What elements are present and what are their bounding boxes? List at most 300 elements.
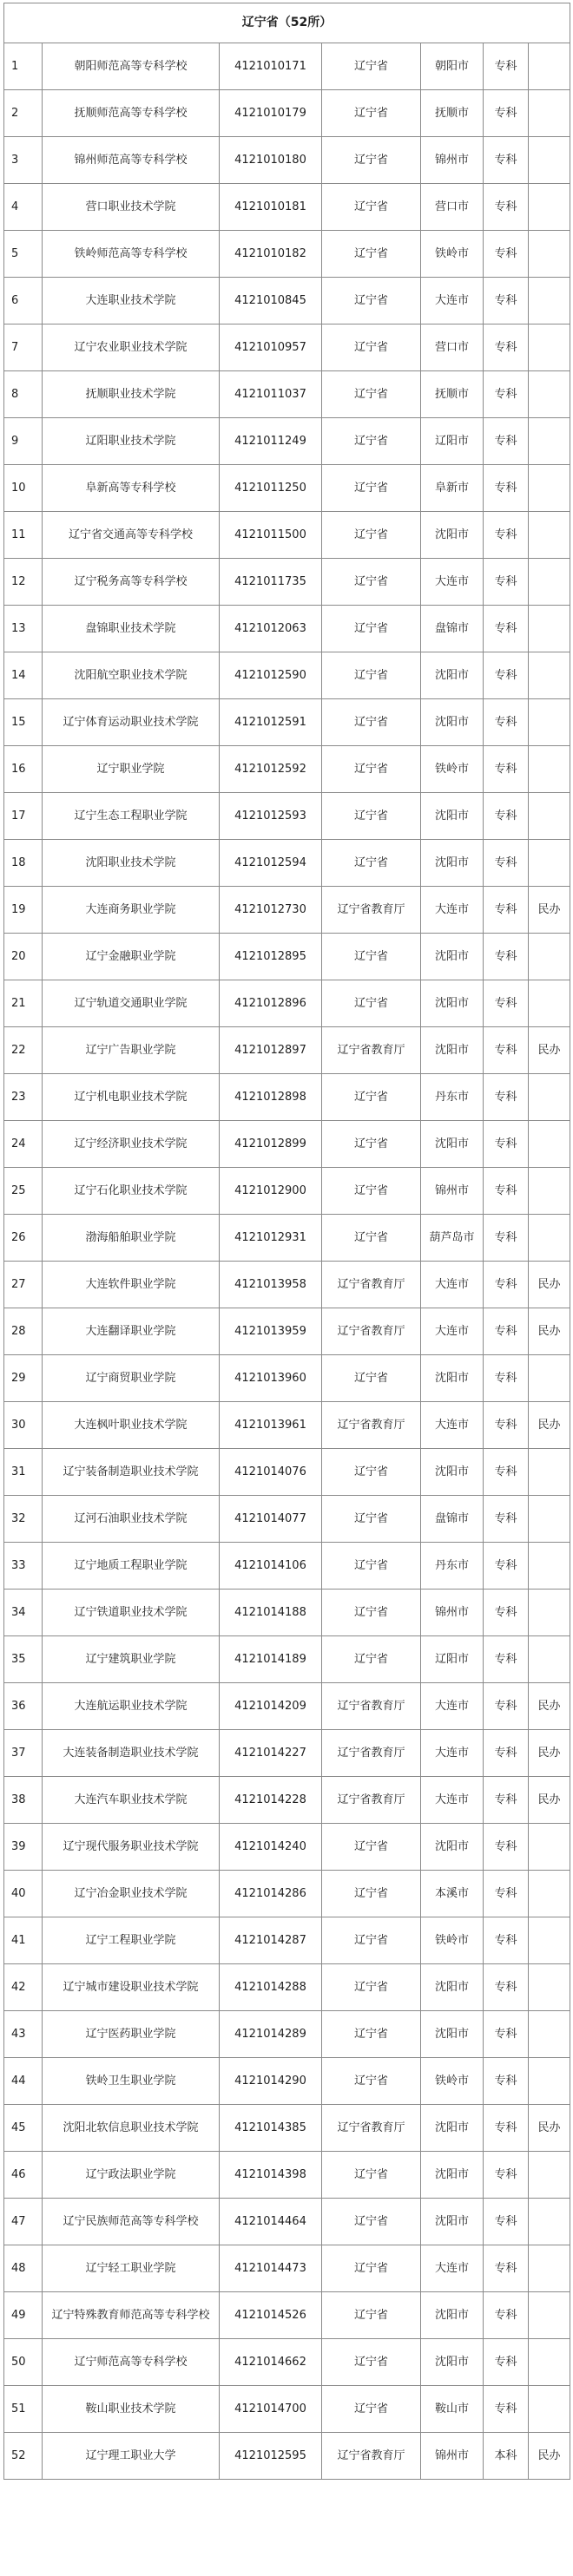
row-index-cell: 35 [4, 1636, 43, 1683]
level-cell: 专科 [484, 606, 529, 652]
level-cell: 专科 [484, 2386, 529, 2433]
table-row [4, 2058, 570, 2105]
table-row [4, 559, 570, 606]
row-index-cell: 51 [4, 2386, 43, 2433]
authority-cell: 辽宁省 [322, 934, 421, 980]
table-row [4, 465, 570, 512]
row-index-cell: 32 [4, 1496, 43, 1543]
level-cell: 专科 [484, 43, 529, 90]
school-code-cell: 4121012591 [220, 699, 322, 746]
school-code-cell: 4121014288 [220, 1964, 322, 2011]
city-cell: 大连市 [421, 887, 484, 934]
city-cell: 大连市 [421, 1730, 484, 1777]
school-code-cell: 4121014076 [220, 1449, 322, 1496]
level-cell: 专科 [484, 1730, 529, 1777]
level-cell: 专科 [484, 1262, 529, 1308]
school-name-cell: 辽宁石化职业技术学院 [43, 1168, 220, 1215]
authority-cell: 辽宁省教育厅 [322, 2105, 421, 2152]
row-index-cell: 29 [4, 1355, 43, 1402]
school-name-cell: 辽宁体育运动职业技术学院 [43, 699, 220, 746]
school-code-cell: 4121010180 [220, 137, 322, 184]
remark-cell: 民办 [529, 1402, 570, 1449]
row-index-cell: 11 [4, 512, 43, 559]
row-index-cell: 17 [4, 793, 43, 840]
row-index-cell: 31 [4, 1449, 43, 1496]
authority-cell: 辽宁省 [322, 746, 421, 793]
authority-cell: 辽宁省教育厅 [322, 1402, 421, 1449]
row-index-cell: 8 [4, 371, 43, 418]
row-index-cell: 33 [4, 1543, 43, 1590]
row-index-cell: 37 [4, 1730, 43, 1777]
remark-cell [529, 980, 570, 1027]
table-row [4, 2386, 570, 2433]
school-code-cell: 4121012063 [220, 606, 322, 652]
level-cell: 专科 [484, 934, 529, 980]
authority-cell: 辽宁省 [322, 371, 421, 418]
table-row [4, 980, 570, 1027]
row-index-cell: 12 [4, 559, 43, 606]
level-cell: 专科 [484, 1168, 529, 1215]
remark-cell: 民办 [529, 1262, 570, 1308]
city-cell: 朝阳市 [421, 43, 484, 90]
table-row [4, 1590, 570, 1636]
table-row [4, 1402, 570, 1449]
level-cell: 专科 [484, 418, 529, 465]
school-name-cell: 辽宁农业职业技术学院 [43, 324, 220, 371]
school-code-cell: 4121013961 [220, 1402, 322, 1449]
school-code-cell: 4121011500 [220, 512, 322, 559]
authority-cell: 辽宁省 [322, 2011, 421, 2058]
remark-cell [529, 746, 570, 793]
row-index-cell: 41 [4, 1917, 43, 1964]
table-row [4, 793, 570, 840]
table-row [4, 887, 570, 934]
level-cell: 专科 [484, 278, 529, 324]
city-cell: 沈阳市 [421, 934, 484, 980]
level-cell: 专科 [484, 2011, 529, 2058]
table-row [4, 1215, 570, 1262]
school-name-cell: 辽宁职业学院 [43, 746, 220, 793]
school-code-cell: 4121012595 [220, 2433, 322, 2480]
row-index-cell: 26 [4, 1215, 43, 1262]
school-name-cell: 大连装备制造职业技术学院 [43, 1730, 220, 1777]
remark-cell [529, 606, 570, 652]
level-cell: 专科 [484, 1027, 529, 1074]
level-cell: 专科 [484, 699, 529, 746]
row-index-cell: 5 [4, 231, 43, 278]
row-index-cell: 39 [4, 1824, 43, 1871]
remark-cell [529, 2339, 570, 2386]
row-index-cell: 28 [4, 1308, 43, 1355]
row-index-cell: 3 [4, 137, 43, 184]
city-cell: 沈阳市 [421, 652, 484, 699]
row-index-cell: 7 [4, 324, 43, 371]
row-index-cell: 22 [4, 1027, 43, 1074]
level-cell: 专科 [484, 980, 529, 1027]
table-row [4, 606, 570, 652]
city-cell: 本溪市 [421, 1871, 484, 1917]
row-index-cell: 34 [4, 1590, 43, 1636]
city-cell: 锦州市 [421, 1168, 484, 1215]
table-row [4, 512, 570, 559]
school-code-cell: 4121014240 [220, 1824, 322, 1871]
school-name-cell: 朝阳师范高等专科学校 [43, 43, 220, 90]
school-code-cell: 4121011037 [220, 371, 322, 418]
school-code-cell: 4121012895 [220, 934, 322, 980]
table-row [4, 1636, 570, 1683]
table-row [4, 2245, 570, 2292]
authority-cell: 辽宁省 [322, 980, 421, 1027]
school-name-cell: 辽宁政法职业学院 [43, 2152, 220, 2199]
level-cell: 专科 [484, 887, 529, 934]
remark-cell [529, 1964, 570, 2011]
city-cell: 沈阳市 [421, 2292, 484, 2339]
table-row [4, 746, 570, 793]
remark-cell [529, 1871, 570, 1917]
table-row [4, 1074, 570, 1121]
level-cell: 专科 [484, 1871, 529, 1917]
remark-cell [529, 418, 570, 465]
authority-cell: 辽宁省 [322, 418, 421, 465]
remark-cell [529, 793, 570, 840]
school-code-cell: 4121014526 [220, 2292, 322, 2339]
school-code-cell: 4121014227 [220, 1730, 322, 1777]
school-code-cell: 4121012593 [220, 793, 322, 840]
table-row [4, 371, 570, 418]
school-code-cell: 4121014700 [220, 2386, 322, 2433]
table-row [4, 2339, 570, 2386]
authority-cell: 辽宁省教育厅 [322, 1683, 421, 1730]
city-cell: 大连市 [421, 1262, 484, 1308]
remark-cell [529, 278, 570, 324]
row-index-cell: 30 [4, 1402, 43, 1449]
remark-cell [529, 324, 570, 371]
remark-cell [529, 1168, 570, 1215]
school-code-cell: 4121013959 [220, 1308, 322, 1355]
city-cell: 辽阳市 [421, 1636, 484, 1683]
remark-cell [529, 1074, 570, 1121]
school-name-cell: 大连枫叶职业技术学院 [43, 1402, 220, 1449]
authority-cell: 辽宁省 [322, 793, 421, 840]
row-index-cell: 49 [4, 2292, 43, 2339]
authority-cell: 辽宁省教育厅 [322, 1730, 421, 1777]
remark-cell [529, 1496, 570, 1543]
row-index-cell: 52 [4, 2433, 43, 2480]
remark-cell [529, 934, 570, 980]
remark-cell: 民办 [529, 1308, 570, 1355]
row-index-cell: 24 [4, 1121, 43, 1168]
school-code-cell: 4121012931 [220, 1215, 322, 1262]
row-index-cell: 43 [4, 2011, 43, 2058]
level-cell: 专科 [484, 90, 529, 137]
school-code-cell: 4121010171 [220, 43, 322, 90]
city-cell: 阜新市 [421, 465, 484, 512]
table-title: 辽宁省（52所） [4, 3, 570, 43]
table-title-row [4, 3, 570, 43]
school-name-cell: 辽宁经济职业技术学院 [43, 1121, 220, 1168]
authority-cell: 辽宁省 [322, 324, 421, 371]
school-name-cell: 沈阳职业技术学院 [43, 840, 220, 887]
level-cell: 专科 [484, 2199, 529, 2245]
table-row [4, 137, 570, 184]
city-cell: 营口市 [421, 324, 484, 371]
level-cell: 专科 [484, 184, 529, 231]
table-wrapper [3, 3, 570, 2480]
authority-cell: 辽宁省教育厅 [322, 1027, 421, 1074]
city-cell: 沈阳市 [421, 2152, 484, 2199]
authority-cell: 辽宁省 [322, 2152, 421, 2199]
row-index-cell: 40 [4, 1871, 43, 1917]
school-name-cell: 大连汽车职业技术学院 [43, 1777, 220, 1824]
remark-cell [529, 2199, 570, 2245]
row-index-cell: 25 [4, 1168, 43, 1215]
remark-cell: 民办 [529, 1730, 570, 1777]
city-cell: 铁岭市 [421, 231, 484, 278]
authority-cell: 辽宁省 [322, 2339, 421, 2386]
remark-cell [529, 840, 570, 887]
remark-cell: 民办 [529, 1027, 570, 1074]
school-code-cell: 4121014188 [220, 1590, 322, 1636]
level-cell: 专科 [484, 2292, 529, 2339]
school-code-cell: 4121014189 [220, 1636, 322, 1683]
table-row [4, 2011, 570, 2058]
table-row [4, 1777, 570, 1824]
city-cell: 铁岭市 [421, 2058, 484, 2105]
level-cell: 专科 [484, 1590, 529, 1636]
authority-cell: 辽宁省教育厅 [322, 1262, 421, 1308]
authority-cell: 辽宁省 [322, 43, 421, 90]
level-cell: 专科 [484, 1215, 529, 1262]
authority-cell: 辽宁省 [322, 559, 421, 606]
level-cell: 专科 [484, 2105, 529, 2152]
authority-cell: 辽宁省 [322, 1355, 421, 1402]
school-name-cell: 大连航运职业技术学院 [43, 1683, 220, 1730]
school-name-cell: 辽宁民族师范高等专科学校 [43, 2199, 220, 2245]
table-row [4, 1824, 570, 1871]
city-cell: 沈阳市 [421, 512, 484, 559]
authority-cell: 辽宁省 [322, 465, 421, 512]
school-code-cell: 4121010957 [220, 324, 322, 371]
authority-cell: 辽宁省教育厅 [322, 1777, 421, 1824]
level-cell: 专科 [484, 840, 529, 887]
level-cell: 专科 [484, 1402, 529, 1449]
school-name-cell: 辽宁装备制造职业技术学院 [43, 1449, 220, 1496]
city-cell: 盘锦市 [421, 606, 484, 652]
school-code-cell: 4121012592 [220, 746, 322, 793]
table-row [4, 1308, 570, 1355]
school-name-cell: 辽宁省交通高等专科学校 [43, 512, 220, 559]
school-name-cell: 辽河石油职业技术学院 [43, 1496, 220, 1543]
school-name-cell: 抚顺职业技术学院 [43, 371, 220, 418]
authority-cell: 辽宁省 [322, 278, 421, 324]
school-name-cell: 辽宁工程职业学院 [43, 1917, 220, 1964]
city-cell: 沈阳市 [421, 1027, 484, 1074]
row-index-cell: 47 [4, 2199, 43, 2245]
authority-cell: 辽宁省 [322, 699, 421, 746]
row-index-cell: 36 [4, 1683, 43, 1730]
city-cell: 大连市 [421, 1308, 484, 1355]
table-row [4, 840, 570, 887]
city-cell: 沈阳市 [421, 840, 484, 887]
authority-cell: 辽宁省 [322, 2386, 421, 2433]
city-cell: 丹东市 [421, 1074, 484, 1121]
level-cell: 专科 [484, 371, 529, 418]
remark-cell: 民办 [529, 2105, 570, 2152]
remark-cell [529, 559, 570, 606]
school-code-cell: 4121012896 [220, 980, 322, 1027]
remark-cell [529, 2292, 570, 2339]
city-cell: 锦州市 [421, 1590, 484, 1636]
row-index-cell: 44 [4, 2058, 43, 2105]
school-code-cell: 4121012590 [220, 652, 322, 699]
level-cell: 专科 [484, 137, 529, 184]
authority-cell: 辽宁省 [322, 1121, 421, 1168]
authority-cell: 辽宁省 [322, 1543, 421, 1590]
remark-cell [529, 1543, 570, 1590]
remark-cell [529, 2058, 570, 2105]
city-cell: 抚顺市 [421, 90, 484, 137]
table-row [4, 699, 570, 746]
school-name-cell: 辽宁医药职业学院 [43, 2011, 220, 2058]
city-cell: 大连市 [421, 1402, 484, 1449]
table-row [4, 2152, 570, 2199]
remark-cell [529, 2245, 570, 2292]
authority-cell: 辽宁省 [322, 1964, 421, 2011]
school-code-cell: 4121012730 [220, 887, 322, 934]
row-index-cell: 10 [4, 465, 43, 512]
school-name-cell: 辽宁特殊教育师范高等专科学校 [43, 2292, 220, 2339]
school-name-cell: 辽宁理工职业大学 [43, 2433, 220, 2480]
table-row [4, 1121, 570, 1168]
authority-cell: 辽宁省 [322, 1590, 421, 1636]
school-code-cell: 4121011735 [220, 559, 322, 606]
level-cell: 本科 [484, 2433, 529, 2480]
school-code-cell: 4121014662 [220, 2339, 322, 2386]
school-code-cell: 4121014209 [220, 1683, 322, 1730]
city-cell: 大连市 [421, 559, 484, 606]
authority-cell: 辽宁省 [322, 2292, 421, 2339]
city-cell: 沈阳市 [421, 1964, 484, 2011]
remark-cell: 民办 [529, 2433, 570, 2480]
remark-cell [529, 1215, 570, 1262]
remark-cell [529, 2011, 570, 2058]
remark-cell [529, 184, 570, 231]
table-row [4, 1543, 570, 1590]
school-name-cell: 辽宁师范高等专科学校 [43, 2339, 220, 2386]
city-cell: 沈阳市 [421, 2199, 484, 2245]
city-cell: 沈阳市 [421, 2339, 484, 2386]
city-cell: 沈阳市 [421, 1449, 484, 1496]
table-row [4, 2433, 570, 2480]
table-row [4, 1683, 570, 1730]
school-name-cell: 营口职业技术学院 [43, 184, 220, 231]
school-code-cell: 4121012897 [220, 1027, 322, 1074]
authority-cell: 辽宁省 [322, 652, 421, 699]
city-cell: 沈阳市 [421, 1824, 484, 1871]
school-name-cell: 辽宁铁道职业技术学院 [43, 1590, 220, 1636]
level-cell: 专科 [484, 1074, 529, 1121]
city-cell: 鞍山市 [421, 2386, 484, 2433]
row-index-cell: 18 [4, 840, 43, 887]
level-cell: 专科 [484, 2152, 529, 2199]
table-row [4, 278, 570, 324]
school-code-cell: 4121010182 [220, 231, 322, 278]
school-code-cell: 4121014464 [220, 2199, 322, 2245]
row-index-cell: 9 [4, 418, 43, 465]
remark-cell [529, 1449, 570, 1496]
row-index-cell: 21 [4, 980, 43, 1027]
level-cell: 专科 [484, 231, 529, 278]
school-code-cell: 4121012899 [220, 1121, 322, 1168]
row-index-cell: 1 [4, 43, 43, 90]
school-code-cell: 4121014287 [220, 1917, 322, 1964]
row-index-cell: 50 [4, 2339, 43, 2386]
authority-cell: 辽宁省 [322, 1496, 421, 1543]
remark-cell [529, 231, 570, 278]
table-row [4, 1168, 570, 1215]
city-cell: 铁岭市 [421, 746, 484, 793]
school-name-cell: 阜新高等专科学校 [43, 465, 220, 512]
city-cell: 沈阳市 [421, 980, 484, 1027]
table-row [4, 43, 570, 90]
school-code-cell: 4121010845 [220, 278, 322, 324]
school-name-cell: 盘锦职业技术学院 [43, 606, 220, 652]
school-name-cell: 辽宁城市建设职业技术学院 [43, 1964, 220, 2011]
school-name-cell: 大连软件职业学院 [43, 1262, 220, 1308]
school-code-cell: 4121012900 [220, 1168, 322, 1215]
city-cell: 沈阳市 [421, 793, 484, 840]
authority-cell: 辽宁省 [322, 2199, 421, 2245]
school-name-cell: 辽宁冶金职业技术学院 [43, 1871, 220, 1917]
remark-cell: 民办 [529, 1683, 570, 1730]
authority-cell: 辽宁省 [322, 606, 421, 652]
remark-cell [529, 137, 570, 184]
level-cell: 专科 [484, 1824, 529, 1871]
authority-cell: 辽宁省 [322, 1636, 421, 1683]
school-code-cell: 4121013958 [220, 1262, 322, 1308]
table-row [4, 1964, 570, 2011]
school-code-cell: 4121014228 [220, 1777, 322, 1824]
remark-cell [529, 465, 570, 512]
school-name-cell: 大连职业技术学院 [43, 278, 220, 324]
city-cell: 盘锦市 [421, 1496, 484, 1543]
level-cell: 专科 [484, 793, 529, 840]
table-body [4, 3, 570, 2480]
authority-cell: 辽宁省 [322, 1871, 421, 1917]
table-row [4, 1355, 570, 1402]
level-cell: 专科 [484, 559, 529, 606]
city-cell: 辽阳市 [421, 418, 484, 465]
row-index-cell: 14 [4, 652, 43, 699]
authority-cell: 辽宁省 [322, 1917, 421, 1964]
city-cell: 沈阳市 [421, 699, 484, 746]
school-name-cell: 鞍山职业技术学院 [43, 2386, 220, 2433]
level-cell: 专科 [484, 2058, 529, 2105]
row-index-cell: 16 [4, 746, 43, 793]
school-name-cell: 铁岭卫生职业学院 [43, 2058, 220, 2105]
remark-cell [529, 2386, 570, 2433]
school-name-cell: 沈阳北软信息职业技术学院 [43, 2105, 220, 2152]
remark-cell [529, 43, 570, 90]
school-code-cell: 4121014290 [220, 2058, 322, 2105]
level-cell: 专科 [484, 2245, 529, 2292]
school-code-cell: 4121011249 [220, 418, 322, 465]
school-code-cell: 4121013960 [220, 1355, 322, 1402]
table-row [4, 1730, 570, 1777]
authority-cell: 辽宁省教育厅 [322, 1308, 421, 1355]
remark-cell [529, 1121, 570, 1168]
school-code-cell: 4121014077 [220, 1496, 322, 1543]
